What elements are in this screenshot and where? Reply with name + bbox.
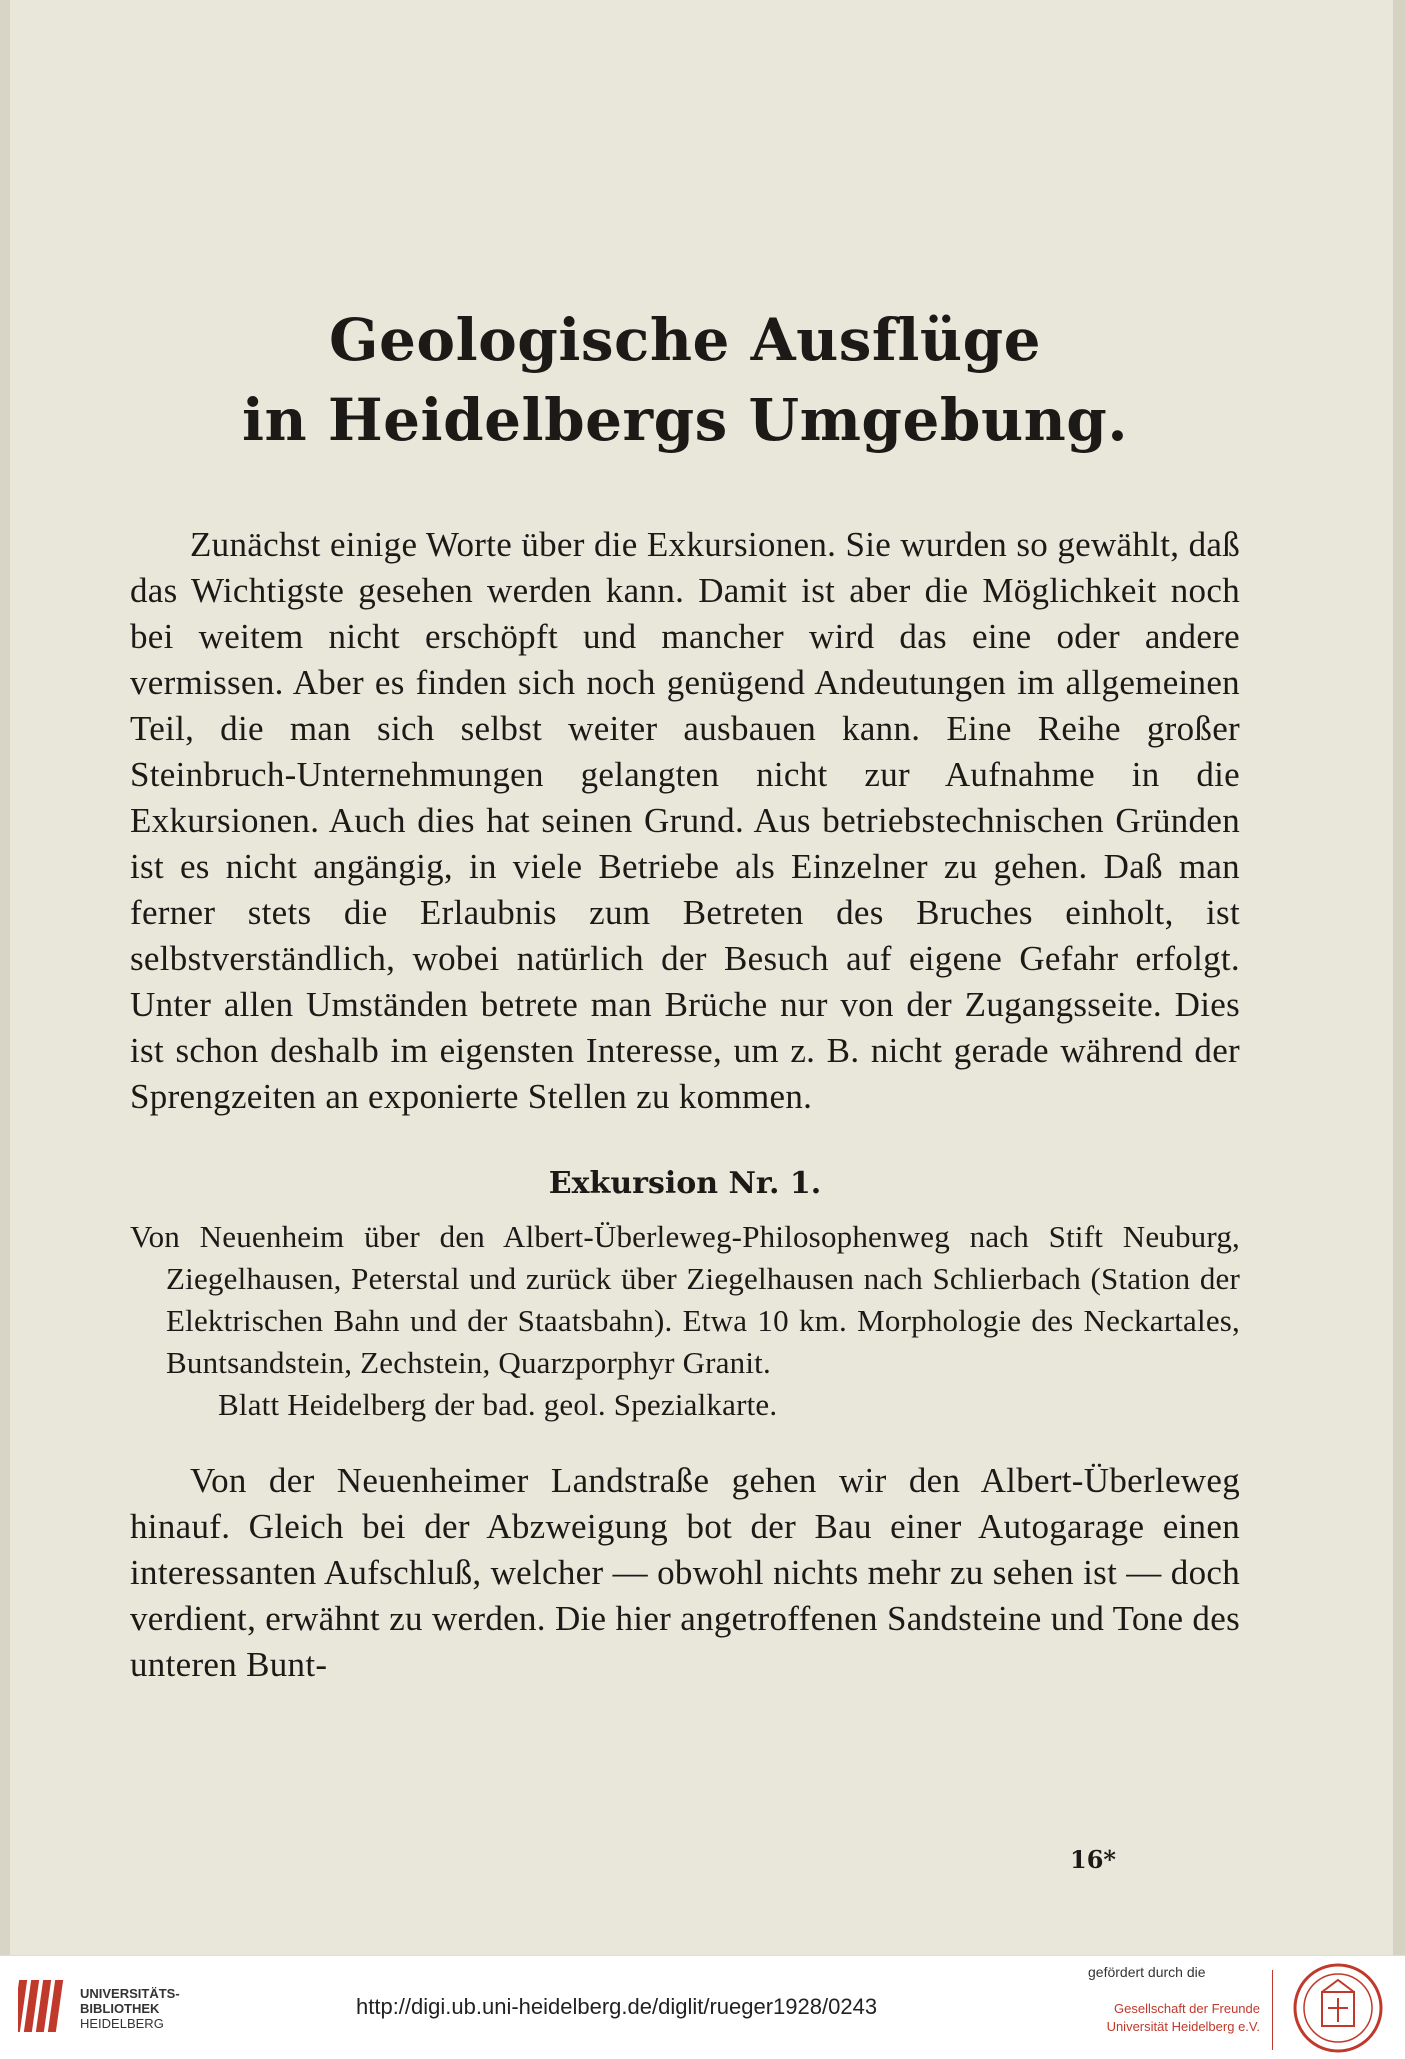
page-content xyxy=(130,300,1240,1688)
intro-paragraph: Zunächst einige Worte über die Exkursionen. Sie wurden so gewählt, daß das Wichtigste gesehen werden kann. Damit ist aber die Möglichkeit noch bei weitem nicht erschöpft und mancher wird das eine oder andere vermissen. Aber es finden sich noch genügend Andeutungen im allgemeinen Teil, die man sich selbst weiter ausbauen kann. Eine Reihe großer Steinbruch-Unternehmungen gelangten nicht zur Aufnahme in die Exkursionen. Auch dies hat seinen Grund. Aus betriebstechnischen Gründen ist es nicht angängig, in viele Betriebe als Einzelner zu gehen. Daß man ferner stets die Erlaubnis zum Betreten des Bruches einholt, ist selbstverständlich, wobei natürlich der Besuch auf eigene Gefahr erfolgt. Unter allen Umständen betrete man Brüche nur von der Zugangsseite. Dies ist schon deshalb im eigensten Interesse, um z. B. nicht gerade während der Sprengzeiten an exponierte Stellen zu kommen. xyxy=(130,525,1240,1116)
page-number: 16* xyxy=(1070,1845,1116,1874)
excursion-body: Von der Neuenheimer Landstraße gehen wir den Albert-Überleweg hinauf. Gleich bei der Abzweigung bot der Bau einer Autogarage einen interessanten Aufschluß, welcher — obwohl nichts mehr zu sehen ist — doch verdient, erwähnt zu werden. Die hier angetroffenen Sandsteine und Tone des unteren Bunt- xyxy=(130,1461,1240,1684)
title-line-2: in Heidelbergs Umgebung. xyxy=(241,386,1129,454)
scan-edge-left xyxy=(0,0,10,1955)
scan-edge-right xyxy=(1393,0,1405,1955)
library-name-line-1: UNIVERSITÄTS- xyxy=(80,1986,180,2001)
footer-divider xyxy=(1272,1970,1273,2050)
excursion-map-reference: Blatt Heidelberg der bad. geol. Spezialkarte. xyxy=(218,1387,778,1422)
excursion-route: Von Neuenheim über den Albert-Überleweg-Philosophenweg nach Stift Neuburg, Ziegelhausen, Peterstal und zurück über Ziegelhausen nach Schlierbach (Station der Elektrischen Bahn und der Staatsbahn). Etwa 10 km. Morphologie des Neckartales, Buntsandstein, Zechstein, Quarzporphyr Granit. xyxy=(130,1219,1240,1380)
viewer-footer xyxy=(0,1955,1405,2059)
university-seal-icon xyxy=(1292,1962,1384,2054)
excursion-heading: Exkursion Nr. 1. xyxy=(548,1166,822,1201)
sponsor-label: gefördert durch die xyxy=(1088,1964,1206,1980)
sponsor-name xyxy=(1060,2000,1260,2036)
permalink-url[interactable]: http://digi.ub.uni-heidelberg.de/diglit/rueger1928/0243 xyxy=(356,1994,878,2019)
library-logo-icon xyxy=(18,1974,68,2038)
title-line-1: Geologische Ausflüge xyxy=(328,306,1042,374)
library-name-line-2: BIBLIOTHEK xyxy=(80,2001,160,2016)
page-title xyxy=(130,300,1240,460)
library-name xyxy=(80,1986,180,2031)
sponsor-name-line-2: Universität Heidelberg e.V. xyxy=(1106,2019,1260,2034)
sponsor-name-line-1: Gesellschaft der Freunde xyxy=(1114,2001,1260,2016)
library-name-line-3: HEIDELBERG xyxy=(80,2016,164,2031)
